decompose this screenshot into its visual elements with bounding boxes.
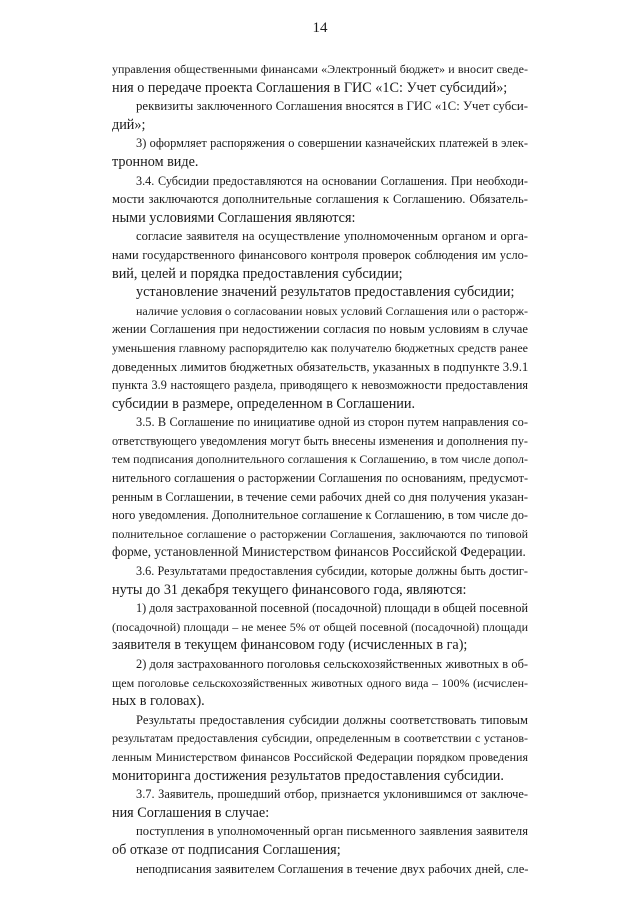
text-line: 1) доля застрахованной посевной (посадочной) площади в общей посевной (136, 601, 528, 616)
text-line: наличие условия о согласовании новых условий Соглашения или о расторж- (136, 303, 528, 318)
text-line: полнительное соглашение о расторжении Соглашения, заключаются по типовой (112, 526, 528, 541)
text-line: результатам предоставления субсидии, определенным в соответствии с установ- (112, 731, 528, 746)
text-line: пункта 3.9 настоящего раздела, приводящего к невозможности предоставления (112, 378, 528, 393)
text-line: мониторинга достижения результатов предоставления субсидии. (112, 767, 504, 784)
text-line: ния Соглашения в случае: (112, 804, 270, 821)
text-line: нительного соглашения о расторжении Соглашения по основаниям, предусмот- (112, 471, 528, 486)
text-line: 3.5. В Соглашение по инициативе одной из сторон путем направления со- (136, 415, 528, 430)
text-line: 3.4. Субсидии предоставляются на основании Соглашения. При необходи- (136, 173, 528, 188)
text-line: ренным в Соглашении, в течение семи рабочих дней со дня получения указан- (112, 489, 528, 504)
text-line: об отказе от подписания Соглашения; (112, 841, 341, 858)
text-line: ленным Министерством финансов Российской Федерации порядком проведения (112, 749, 528, 764)
text-line: дий»; (112, 116, 146, 133)
text-line: заявителя в текущем финансовом году (исчисленных в га); (112, 637, 468, 654)
text-line: неподписания заявителем Соглашения в течение двух рабочих дней, сле- (136, 861, 529, 876)
text-line: ными условиями Соглашения являются: (112, 209, 356, 226)
text-line: Результаты предоставления субсидии должны соответствовать типовым (136, 712, 528, 727)
text-line: тем подписания дополнительного соглашения к Соглашению, в том числе допол- (112, 452, 528, 467)
text-line: субсидии в размере, определенном в Соглашении. (112, 395, 416, 412)
text-line: установление значений результатов предоставления субсидии; (136, 284, 515, 301)
text-line: уменьшения главному распорядителю как получателю бюджетных средств ранее (112, 340, 528, 355)
text-line: щем поголовье сельскохозяйственных животных одного вида – 100% (исчислен- (112, 675, 528, 690)
text-line: (посадочной) площади – не менее 5% от общей посевной (посадочной) площади (112, 619, 528, 634)
text-line: ного уведомления. Дополнительное соглашение к Соглашению, в том числе до- (112, 508, 528, 523)
text-line: 3.6. Результатами предоставления субсидии, которые должны быть достиг- (136, 564, 528, 579)
text-line: ных в головах). (112, 693, 205, 710)
text-line: 3.7. Заявитель, прошедший отбор, признается уклонившимся от заключе- (136, 787, 528, 802)
text-line: нуты до 31 декабря текущего финансового года, являются: (112, 581, 467, 598)
text-line: управления общественными финансами «Электронный бюджет» и вносит сведе- (112, 62, 528, 76)
text-line: 3) оформляет распоряжения о совершении казначейских платежей в элек- (136, 136, 528, 151)
text-line: реквизиты заключенного Соглашения вносятся в ГИС «1С: Учет субси- (136, 99, 528, 114)
text-line: ния о передаче проекта Соглашения в ГИС «1С: Учет субсидий»; (112, 79, 508, 96)
document-body (112, 60, 528, 878)
page-number: 14 (312, 20, 328, 36)
text-line: доведенных лимитов бюджетных обязательств, указанных в подпункте 3.9.1 (112, 359, 529, 374)
text-line: мости заключаются дополнительные соглашения к Соглашению. Обязатель- (112, 192, 528, 207)
text-line: поступления в уполномоченный орган письменного заявления заявителя (136, 824, 528, 839)
text-line: нами государственного финансового контроля проверок соблюдения им усло- (112, 247, 528, 262)
text-line: жении Соглашения при недостижении согласия по новым условиям в случае (112, 322, 528, 337)
text-line: согласие заявителя на осуществление уполномоченным органом и орга- (136, 229, 528, 244)
text-line: вий, целей и порядка предоставления субсидии; (112, 265, 403, 282)
text-line: 2) доля застрахованного поголовья сельскохозяйственных животных в об- (136, 657, 528, 671)
text-line: тронном виде. (112, 153, 199, 170)
text-line: ответствующего уведомления могут быть внесены изменения и дополнения пу- (112, 433, 528, 448)
text-line: форме, установленной Министерством финансов Российской Федерации. (112, 544, 526, 560)
